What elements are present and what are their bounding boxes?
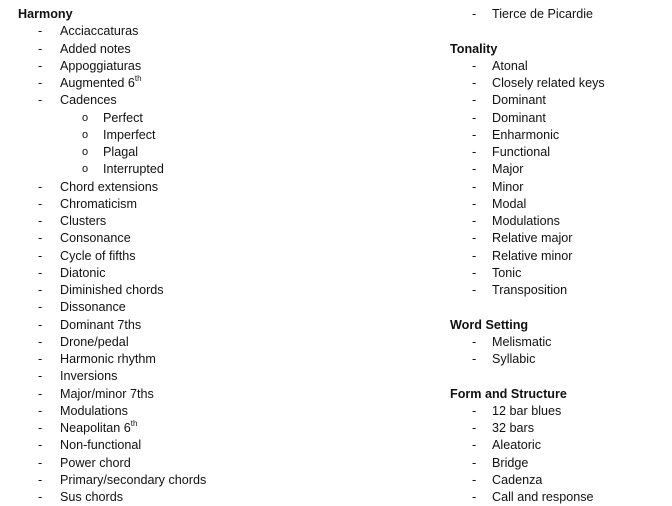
list-item — [450, 75, 665, 92]
list-item-text — [492, 161, 524, 178]
list-item — [18, 230, 418, 247]
list-item-label: Augmented 6 — [60, 76, 135, 90]
dash-bullet-icon: - — [38, 386, 42, 403]
list-item-label: Clusters — [60, 214, 106, 228]
list-item — [18, 437, 418, 454]
list-item — [18, 41, 418, 58]
spacer — [450, 299, 665, 316]
dash-bullet-icon: - — [38, 299, 42, 316]
list-item-text — [492, 489, 594, 506]
list-item-label: Cadenza — [492, 473, 542, 487]
list-item-label: Relative major — [492, 231, 573, 245]
list-item-text — [60, 334, 129, 351]
list-item-text — [492, 351, 535, 368]
list-item-text — [492, 144, 550, 161]
list-item — [450, 196, 665, 213]
list-item — [450, 161, 665, 178]
dash-bullet-icon: - — [38, 455, 42, 472]
list-item-label: Tierce de Picardie — [492, 7, 593, 21]
dash-bullet-icon: - — [38, 403, 42, 420]
dash-bullet-icon: - — [472, 110, 476, 127]
list-item-label: 12 bar blues — [492, 404, 561, 418]
list-item-label: Modulations — [60, 404, 128, 418]
sub-list-item — [18, 161, 418, 178]
list-item-text — [60, 489, 123, 506]
list-item — [450, 248, 665, 265]
sub-list-item — [18, 144, 418, 161]
list-item — [450, 265, 665, 282]
list-item-text — [492, 455, 528, 472]
dash-bullet-icon: - — [38, 282, 42, 299]
list-item-label: Modal — [492, 197, 526, 211]
dash-bullet-icon: - — [472, 127, 476, 144]
list-item-text — [60, 92, 117, 109]
list-item-text — [60, 230, 131, 247]
dash-bullet-icon: - — [38, 265, 42, 282]
dash-bullet-icon: - — [472, 230, 476, 247]
dash-bullet-icon: - — [38, 368, 42, 385]
section-harmony-continued — [450, 6, 665, 23]
section-word-setting — [450, 317, 665, 369]
list-item-label: Functional — [492, 145, 550, 159]
list-item-text — [60, 282, 164, 299]
list-item — [18, 282, 418, 299]
circle-bullet-icon: o — [82, 110, 88, 127]
list-item-text — [492, 196, 526, 213]
sub-list-item — [18, 110, 418, 127]
dash-bullet-icon: - — [472, 455, 476, 472]
dash-bullet-icon: - — [472, 75, 476, 92]
list-item-label: Interrupted — [103, 162, 164, 176]
right-column — [450, 6, 665, 506]
list-item — [450, 403, 665, 420]
list-form-and-structure — [450, 403, 665, 506]
list-item-text — [60, 437, 141, 454]
circle-bullet-icon: o — [82, 144, 88, 161]
left-column — [18, 6, 418, 506]
dash-bullet-icon: - — [38, 334, 42, 351]
list-item-text — [492, 179, 524, 196]
list-item — [18, 23, 418, 40]
list-item-label: 32 bars — [492, 421, 534, 435]
list-item-text — [492, 437, 541, 454]
list-item-text — [60, 213, 106, 230]
section-heading-tonality: Tonality — [450, 41, 665, 58]
dash-bullet-icon: - — [472, 403, 476, 420]
list-item-label: Chord extensions — [60, 180, 158, 194]
list-item-label: Syllabic — [492, 352, 535, 366]
list-item-label: Tonic — [492, 266, 521, 280]
list-item-text — [492, 248, 573, 265]
list-item-label: Melismatic — [492, 335, 551, 349]
section-form-and-structure — [450, 386, 665, 506]
dash-bullet-icon: - — [38, 317, 42, 334]
list-item-label: Modulations — [492, 214, 560, 228]
list-item-label: Relative minor — [492, 249, 573, 263]
list-item-text — [60, 351, 156, 368]
list-item — [450, 420, 665, 437]
list-item-text — [60, 472, 206, 489]
list-harmony-continued — [450, 6, 665, 23]
dash-bullet-icon: - — [472, 161, 476, 178]
list-item-text — [60, 75, 142, 92]
list-item-label: Power chord — [60, 456, 131, 470]
list-item-label: Neapolitan 6 — [60, 421, 131, 435]
list-item-text — [492, 282, 567, 299]
list-item — [18, 299, 418, 316]
dash-bullet-icon: - — [472, 213, 476, 230]
list-item — [18, 265, 418, 282]
list-item-text — [60, 58, 141, 75]
dash-bullet-icon: - — [472, 420, 476, 437]
dash-bullet-icon: - — [38, 179, 42, 196]
list-item — [450, 110, 665, 127]
list-item-label: Closely related keys — [492, 76, 605, 90]
dash-bullet-icon: - — [472, 334, 476, 351]
list-item — [18, 351, 418, 368]
list-item — [450, 472, 665, 489]
section-heading-word-setting: Word Setting — [450, 317, 665, 334]
list-item-label: Atonal — [492, 59, 528, 73]
list-item — [450, 437, 665, 454]
section-tonality — [450, 41, 665, 300]
list-item — [18, 196, 418, 213]
list-item — [18, 455, 418, 472]
list-item — [18, 368, 418, 385]
list-item-label: Dominant — [492, 93, 546, 107]
list-item — [18, 403, 418, 420]
list-item-text — [492, 110, 546, 127]
list-item-text — [492, 213, 560, 230]
dash-bullet-icon: - — [38, 489, 42, 506]
list-item-label: Cycle of fifths — [60, 249, 136, 263]
list-item-label: Acciaccaturas — [60, 24, 138, 38]
sub-list-item — [18, 127, 418, 144]
superscript-suffix: th — [131, 419, 138, 428]
list-tonality — [450, 58, 665, 300]
dash-bullet-icon: - — [472, 6, 476, 23]
list-item — [18, 386, 418, 403]
superscript-suffix: th — [135, 74, 142, 83]
list-item-text — [60, 248, 136, 265]
list-item-label: Major/minor 7ths — [60, 387, 154, 401]
list-item — [450, 127, 665, 144]
spacer — [450, 368, 665, 385]
list-item-label: Bridge — [492, 456, 528, 470]
dash-bullet-icon: - — [472, 196, 476, 213]
list-item-text — [492, 230, 573, 247]
list-item-text — [60, 23, 138, 40]
list-item — [18, 58, 418, 75]
dash-bullet-icon: - — [472, 437, 476, 454]
list-item — [450, 92, 665, 109]
list-item-text — [492, 92, 546, 109]
list-item-text — [60, 386, 154, 403]
circle-bullet-icon: o — [82, 161, 88, 178]
dash-bullet-icon: - — [472, 489, 476, 506]
list-item-label: Enharmonic — [492, 128, 559, 142]
dash-bullet-icon: - — [472, 144, 476, 161]
list-item — [18, 334, 418, 351]
list-item-label: Transposition — [492, 283, 567, 297]
list-item-label: Perfect — [103, 111, 143, 125]
circle-bullet-icon: o — [82, 127, 88, 144]
list-item-text — [492, 127, 559, 144]
list-item-label: Harmonic rhythm — [60, 352, 156, 366]
list-item — [450, 144, 665, 161]
list-item — [450, 58, 665, 75]
list-item-label: Call and response — [492, 490, 594, 504]
list-item — [18, 75, 418, 92]
list-item-label: Cadences — [60, 93, 117, 107]
list-item-text — [492, 420, 534, 437]
list-item-text — [492, 6, 593, 23]
dash-bullet-icon: - — [38, 196, 42, 213]
list-item-text — [492, 75, 605, 92]
list-item-text — [60, 196, 137, 213]
list-item-text — [60, 299, 126, 316]
dash-bullet-icon: - — [38, 213, 42, 230]
list-item-text — [492, 265, 521, 282]
dash-bullet-icon: - — [38, 41, 42, 58]
dash-bullet-icon: - — [38, 351, 42, 368]
list-item-label: Imperfect — [103, 128, 156, 142]
dash-bullet-icon: - — [38, 23, 42, 40]
list-item — [450, 489, 665, 506]
list-item-text — [60, 179, 158, 196]
list-harmony — [18, 23, 418, 506]
list-item — [450, 6, 665, 23]
dash-bullet-icon: - — [472, 58, 476, 75]
list-item-label: Dominant — [492, 111, 546, 125]
section-harmony — [18, 6, 418, 506]
dash-bullet-icon: - — [38, 437, 42, 454]
list-item-label: Diminished chords — [60, 283, 164, 297]
list-item-text — [60, 403, 128, 420]
dash-bullet-icon: - — [472, 472, 476, 489]
list-item-text — [60, 420, 137, 437]
list-item-text — [492, 334, 551, 351]
dash-bullet-icon: - — [472, 265, 476, 282]
list-word-setting — [450, 334, 665, 369]
dash-bullet-icon: - — [38, 92, 42, 109]
list-item-text — [103, 127, 156, 144]
list-item — [450, 334, 665, 351]
section-heading-form-and-structure: Form and Structure — [450, 386, 665, 403]
list-item-label: Chromaticism — [60, 197, 137, 211]
list-item — [450, 213, 665, 230]
list-item — [450, 455, 665, 472]
list-item-label: Consonance — [60, 231, 131, 245]
list-item-text — [60, 368, 117, 385]
dash-bullet-icon: - — [472, 248, 476, 265]
list-item — [450, 230, 665, 247]
dash-bullet-icon: - — [38, 420, 42, 437]
list-item — [18, 92, 418, 109]
dash-bullet-icon: - — [472, 179, 476, 196]
list-item-text — [103, 110, 143, 127]
list-item — [18, 489, 418, 506]
spacer — [450, 23, 665, 40]
list-item-label: Dominant 7ths — [60, 318, 141, 332]
list-item-label: Appoggiaturas — [60, 59, 141, 73]
list-item-text — [492, 472, 542, 489]
dash-bullet-icon: - — [38, 75, 42, 92]
list-item — [450, 351, 665, 368]
list-item-label: Aleatoric — [492, 438, 541, 452]
section-heading-harmony: Harmony — [18, 6, 418, 23]
list-item-label: Dissonance — [60, 300, 126, 314]
list-item — [18, 213, 418, 230]
list-item-text — [103, 161, 164, 178]
list-item-label: Drone/pedal — [60, 335, 129, 349]
list-item-text — [60, 41, 131, 58]
list-item-label: Diatonic — [60, 266, 106, 280]
list-item-label: Minor — [492, 180, 524, 194]
list-item — [18, 420, 418, 437]
list-item-text — [60, 455, 131, 472]
list-item — [450, 179, 665, 196]
list-item-label: Major — [492, 162, 524, 176]
dash-bullet-icon: - — [38, 472, 42, 489]
list-item — [18, 317, 418, 334]
list-item — [18, 179, 418, 196]
list-item-text — [60, 265, 106, 282]
list-item-label: Primary/secondary chords — [60, 473, 206, 487]
list-item-label: Added notes — [60, 42, 131, 56]
dash-bullet-icon: - — [472, 92, 476, 109]
list-item — [18, 248, 418, 265]
list-item-label: Plagal — [103, 145, 138, 159]
list-item — [18, 472, 418, 489]
list-item-text — [60, 317, 141, 334]
list-item-label: Inversions — [60, 369, 117, 383]
list-item — [450, 282, 665, 299]
list-item-text — [492, 58, 528, 75]
dash-bullet-icon: - — [38, 230, 42, 247]
dash-bullet-icon: - — [472, 282, 476, 299]
dash-bullet-icon: - — [38, 58, 42, 75]
dash-bullet-icon: - — [38, 248, 42, 265]
list-item-text — [103, 144, 138, 161]
dash-bullet-icon: - — [472, 351, 476, 368]
list-item-label: Sus chords — [60, 490, 123, 504]
list-item-label: Non-functional — [60, 438, 141, 452]
list-item-text — [492, 403, 561, 420]
